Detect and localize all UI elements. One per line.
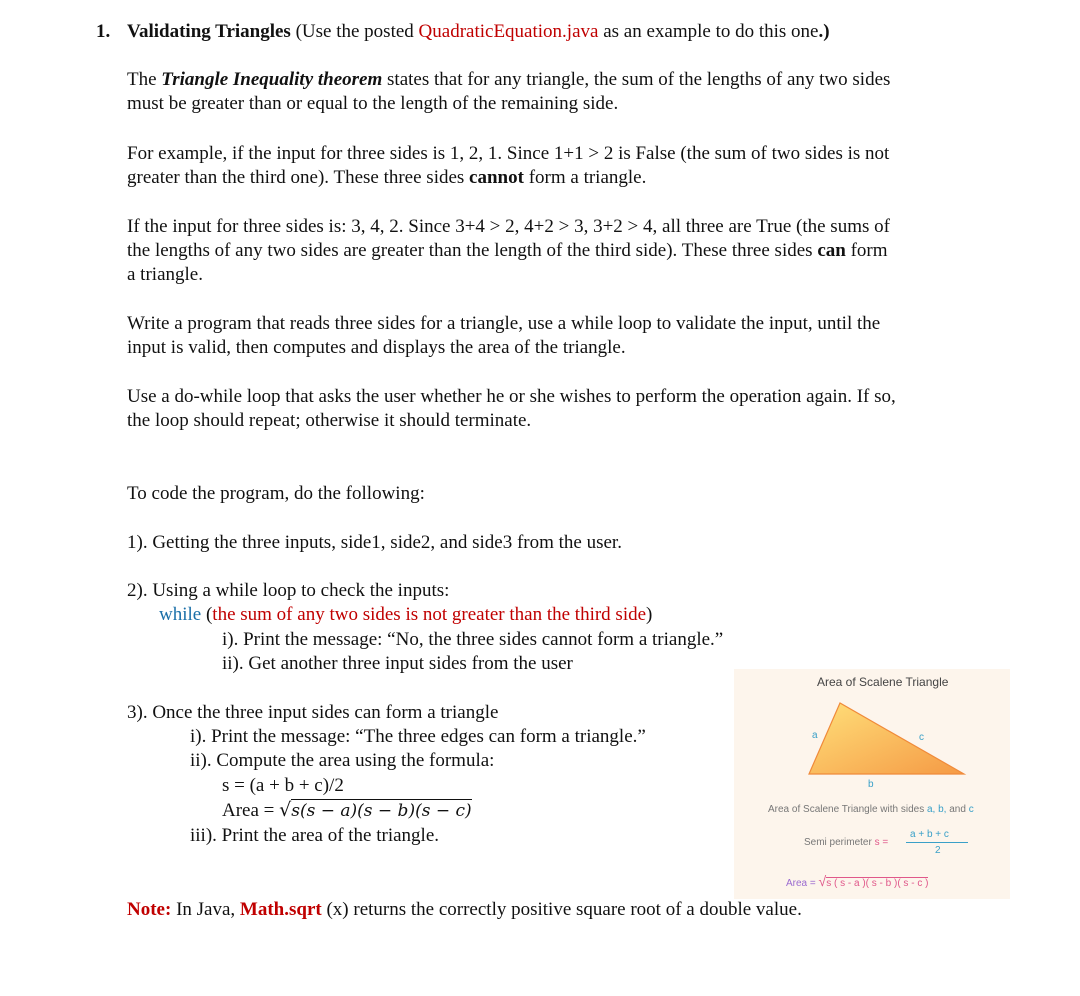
heading-end: .)	[818, 21, 830, 42]
semi-s: s	[874, 837, 880, 848]
side-a-label: a	[812, 730, 818, 741]
do-while-line-1: Use a do-while loop that asks the user whether he or she wishes to perform the operation again. If so,	[127, 386, 896, 407]
theorem-line-1	[127, 68, 890, 92]
theorem-line-2: must be greater than or equal to the length of the remaining side.	[127, 93, 619, 114]
side-c-label: c	[919, 732, 924, 743]
task-line-2: input is valid, then computes and displays the area of the triangle.	[127, 337, 626, 358]
while-keyword: while	[159, 604, 202, 625]
triangle-shape	[809, 703, 964, 774]
figure-caption	[768, 804, 974, 815]
step-2: 2). Using a while loop to check the inputs:	[127, 580, 450, 601]
while-paren-open: (	[201, 604, 213, 625]
math-sqrt-function: Math.sqrt	[239, 899, 322, 920]
side-b-label: b	[868, 779, 874, 790]
note-line	[127, 898, 802, 922]
example2-line-3: a triangle.	[127, 264, 203, 285]
can-emphasis: can	[817, 240, 846, 261]
example-file-name: QuadraticEquation.java	[418, 21, 599, 42]
formula-area	[222, 798, 472, 823]
caption-vars: a, b,	[926, 804, 947, 815]
heading-pre: (Use the posted	[290, 21, 419, 42]
caption-c: c	[968, 804, 974, 815]
question-title: Validating Triangles	[127, 21, 291, 42]
while-condition	[159, 603, 652, 627]
step-2-i: i). Print the message: “No, the three sides cannot form a triangle.”	[222, 629, 724, 650]
step-3: 3). Once the three input sides can form a triangle	[127, 702, 499, 723]
semi-denominator: 2	[935, 845, 941, 856]
semi-numerator: a + b + c	[910, 829, 949, 840]
task-line-1: Write a program that reads three sides for a triangle, use a while loop to validate the input, until the	[127, 313, 881, 334]
example1-line-2	[127, 166, 646, 190]
sqrt-symbol: √	[279, 799, 292, 821]
example2-line-1: If the input for three sides is: 3, 4, 2. Since 3+4 > 2, 4+2 > 3, 3+2 > 4, all three are True (the sums of	[127, 216, 890, 237]
figure-area-expr: s ( s - a )( s - b )( s - c )	[826, 878, 929, 889]
step-1: 1). Getting the three inputs, side1, side2, and side3 from the user.	[127, 532, 622, 553]
formula-area-label: Area =	[222, 800, 280, 821]
while-paren-close: )	[646, 604, 653, 625]
theorem-text-rest: states that for any triangle, the sum of the lengths of any two sides	[382, 69, 891, 90]
caption-text: Area of Scalene Triangle with sides	[768, 804, 927, 815]
question-number: 1.	[96, 21, 111, 42]
note-text-end: (x) returns the correctly positive square root of a double value.	[321, 899, 802, 920]
example1-text: greater than the third one). These three sides	[127, 167, 470, 188]
cannot-emphasis: cannot	[469, 167, 524, 188]
formula-area-radicand: s(s − a)(s − b)(s − c)	[291, 801, 472, 821]
semi-label: Semi perimeter	[804, 837, 875, 848]
step-3-ii: ii). Compute the area using the formula:	[190, 750, 495, 771]
while-condition-text: the sum of any two sides is not greater than the third side	[212, 604, 647, 625]
example1-line-1: For example, if the input for three sides is 1, 2, 1. Since 1+1 > 2 is False (the sum of two sides is not	[127, 143, 890, 164]
figure-title: Area of Scalene Triangle	[817, 675, 949, 689]
figure-sqrt-symbol: √	[818, 873, 827, 889]
step-2-ii: ii). Get another three input sides from the user	[222, 653, 573, 674]
fraction-bar	[906, 842, 968, 843]
theorem-term: Triangle Inequality theorem	[161, 69, 383, 90]
semi-perimeter-formula	[804, 837, 888, 848]
example2-line-2	[127, 239, 888, 263]
note-label: Note:	[127, 899, 172, 920]
example2-text-end: form	[845, 240, 888, 261]
heading-post: as an example to do this one	[598, 21, 819, 42]
question-heading	[127, 20, 830, 44]
example2-text: the lengths of any two sides are greater than the length of the third side). These three sides	[127, 240, 818, 261]
step-3-i: i). Print the message: “The three edges can form a triangle.”	[190, 726, 646, 747]
figure-area-formula	[786, 873, 928, 889]
theorem-text: The	[127, 69, 162, 90]
do-while-line-2: the loop should repeat; otherwise it should terminate.	[127, 410, 532, 431]
caption-and: and	[946, 804, 969, 815]
scalene-triangle-figure	[734, 669, 1010, 899]
step-3-iii: iii). Print the area of the triangle.	[190, 825, 440, 846]
formula-semiperimeter: s = (a + b + c)/2	[222, 775, 344, 796]
steps-intro: To code the program, do the following:	[127, 483, 425, 504]
example1-text-end: form a triangle.	[523, 167, 647, 188]
semi-eq: =	[879, 837, 889, 848]
figure-area-label: Area =	[786, 878, 819, 889]
note-text: In Java,	[171, 899, 240, 920]
